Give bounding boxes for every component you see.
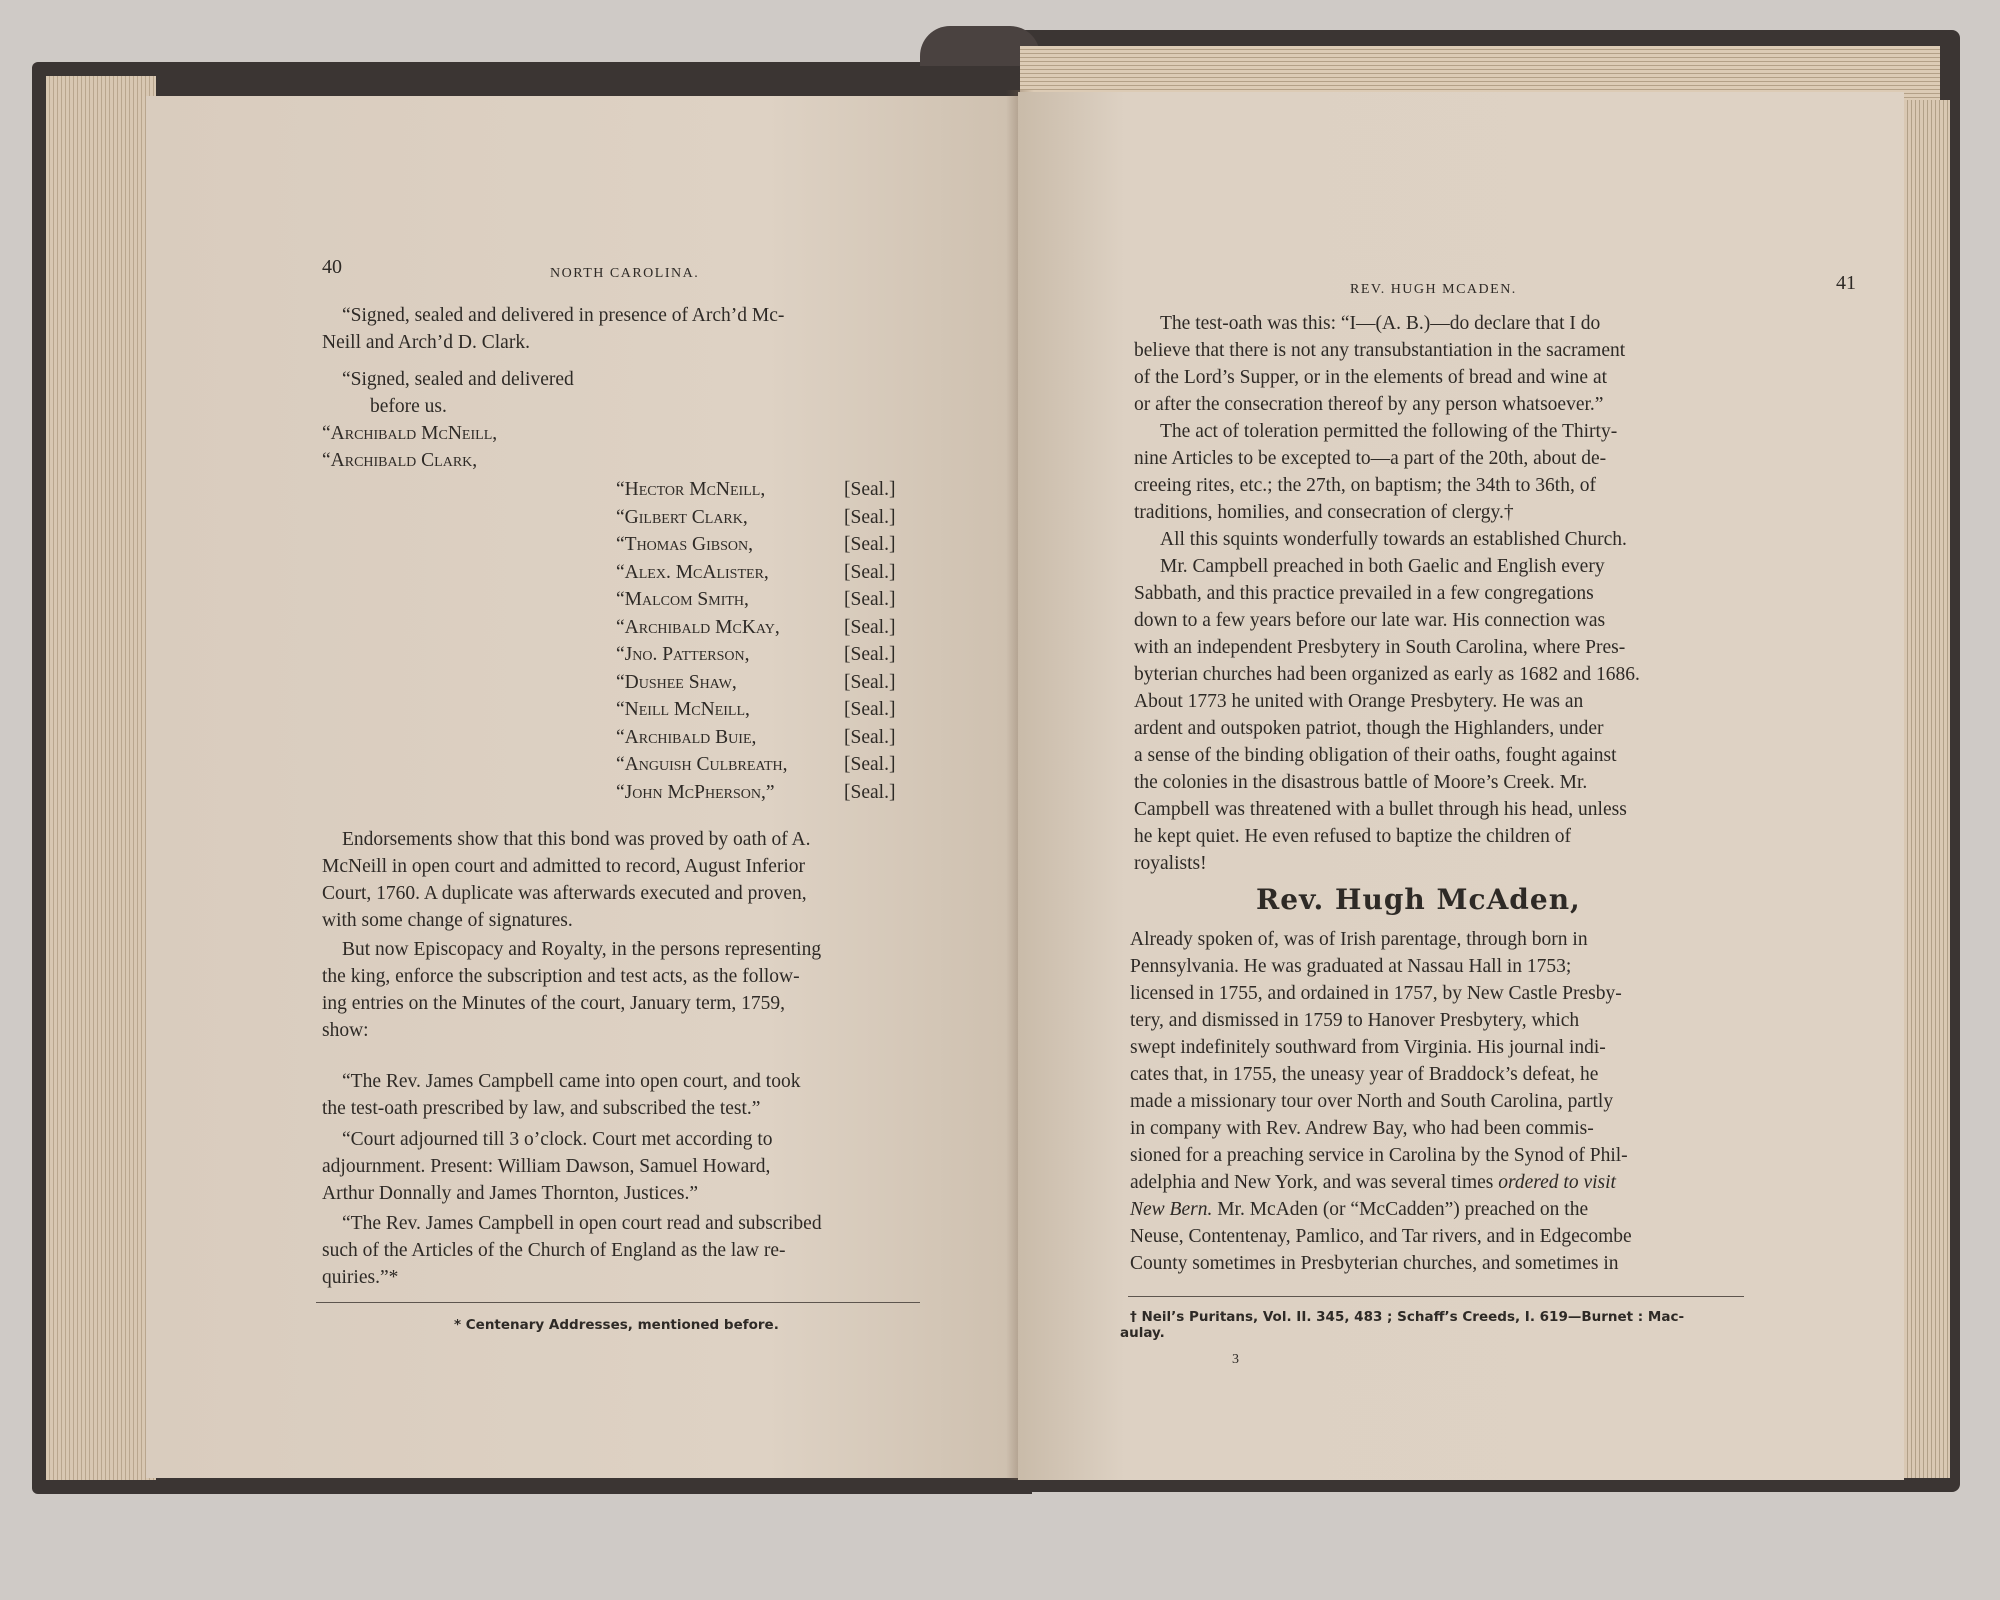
- text-line: The test-oath was this: “I—(A. B.)—do declare that I do: [1160, 313, 1601, 334]
- right-page: [1018, 92, 1904, 1480]
- text-line: tery, and dismissed in 1759 to Hanover Presbytery, which: [1130, 1010, 1580, 1031]
- text-line: Campbell was threatened with a bullet through his head, unless: [1134, 799, 1627, 820]
- text-line: ardent and outspoken patriot, though the Highlanders, under: [1134, 718, 1604, 739]
- text-line: “The Rev. James Campbell in open court read and subscribed: [342, 1213, 822, 1234]
- seal-mark: [Seal.]: [844, 534, 896, 555]
- text-span: Mr. McAden (or “McCadden”) preached on the: [1212, 1199, 1589, 1220]
- text-line: Sabbath, and this practice prevailed in a few congregations: [1134, 583, 1594, 604]
- text-line: Neill and Arch’d D. Clark.: [322, 332, 530, 353]
- signatory-row: [616, 559, 946, 587]
- signatory-row: [616, 641, 946, 669]
- text-line: before us.: [370, 396, 447, 417]
- signatory-row: [616, 531, 946, 559]
- italic-text: New Bern.: [1130, 1199, 1213, 1220]
- signatory-name: “Jno. Patterson,: [616, 644, 750, 665]
- text-line: Endorsements show that this bond was proved by oath of A.: [342, 829, 811, 850]
- seal-mark: [Seal.]: [844, 644, 896, 665]
- signatory-name: “Gilbert Clark,: [616, 506, 748, 528]
- text-line: But now Episcopacy and Royalty, in the persons representing: [342, 939, 822, 960]
- witness-name: “Archibald McNeill,: [322, 423, 498, 444]
- seal-mark: [Seal.]: [844, 699, 896, 720]
- text-line: Pennsylvania. He was graduated at Nassau Hall in 1753;: [1130, 956, 1572, 977]
- text-line: the colonies in the disastrous battle of Moore’s Creek. Mr.: [1134, 772, 1588, 793]
- text-line: quiries.”*: [322, 1267, 399, 1288]
- text-line: believe that there is not any transubstantiation in the sacrament: [1134, 340, 1626, 361]
- text-line: Court, 1760. A duplicate was afterwards executed and proven,: [322, 883, 807, 904]
- seal-mark: [Seal.]: [844, 506, 896, 528]
- text-line: “Court adjourned till 3 o’clock. Court met according to: [342, 1129, 773, 1150]
- seal-mark: [Seal.]: [844, 589, 896, 610]
- text-line: Mr. Campbell preached in both Gaelic and English every: [1160, 556, 1605, 577]
- signatory-name: “Archibald McKay,: [616, 616, 780, 638]
- page-edges-left: [46, 76, 156, 1480]
- signatory-row: [616, 779, 946, 807]
- footnote: * Centenary Addresses, mentioned before.: [454, 1317, 779, 1333]
- signatory-row: [616, 614, 946, 642]
- text-line: the king, enforce the subscription and test acts, as the follow-: [322, 966, 800, 987]
- text-line: [1130, 1196, 1588, 1224]
- signatory-name: “Alex. McAlister,: [616, 561, 769, 583]
- text-line: adjournment. Present: William Dawson, Samuel Howard,: [322, 1156, 771, 1177]
- left-page: [146, 96, 1030, 1478]
- text-line: with some change of signatures.: [322, 910, 573, 931]
- text-line: byterian churches had been organized as early as 1682 and 1686.: [1134, 664, 1640, 685]
- text-line: a sense of the binding obligation of their oaths, fought against: [1134, 745, 1617, 766]
- text-line: The act of toleration permitted the following of the Thirty-: [1160, 421, 1618, 442]
- signatories-list: [616, 476, 946, 816]
- footnote-rule: [1128, 1296, 1744, 1297]
- text-line: down to a few years before our late war. His connection was: [1134, 610, 1606, 631]
- signatory-name: “Thomas Gibson,: [616, 534, 753, 555]
- page-number: 41: [1836, 272, 1856, 294]
- seal-mark: [Seal.]: [844, 754, 896, 775]
- text-line: made a missionary tour over North and South Carolina, partly: [1130, 1091, 1614, 1112]
- text-line: he kept quiet. He even refused to baptize the children of: [1134, 826, 1571, 847]
- text-line: cates that, in 1755, the uneasy year of Braddock’s defeat, he: [1130, 1064, 1599, 1085]
- signatory-name: “Anguish Culbreath,: [616, 754, 788, 775]
- text-line: swept indefinitely southward from Virginia. His journal indi-: [1130, 1037, 1606, 1058]
- text-line: creeing rites, etc.; the 27th, on baptism; the 34th to 36th, of: [1134, 475, 1596, 496]
- text-line: with an independent Presbytery in South Carolina, where Pres-: [1134, 637, 1626, 658]
- seal-mark: [Seal.]: [844, 616, 896, 638]
- page-edges-right: [1900, 100, 1950, 1478]
- text-line: About 1773 he united with Orange Presbytery. He was an: [1134, 691, 1584, 712]
- section-heading: Rev. Hugh McAden,: [1256, 883, 1581, 916]
- text-line: “Signed, sealed and delivered in presence of Arch’d Mc-: [342, 305, 785, 326]
- seal-mark: [Seal.]: [844, 781, 896, 803]
- seal-mark: [Seal.]: [844, 726, 896, 748]
- signatory-name: “Archibald Buie,: [616, 726, 757, 748]
- signatory-row: [616, 586, 946, 614]
- text-line: nine Articles to be excepted to—a part of the 20th, about de-: [1134, 448, 1607, 469]
- page-number: 40: [322, 256, 342, 278]
- signatory-row: [616, 669, 946, 697]
- seal-mark: [Seal.]: [844, 671, 896, 693]
- text-line: of the Lord’s Supper, or in the elements of bread and wine at: [1134, 367, 1608, 388]
- text-line: [1130, 1169, 1616, 1197]
- signatory-name: “Hector McNeill,: [616, 479, 766, 500]
- signatory-row: [616, 751, 946, 779]
- seal-mark: [Seal.]: [844, 479, 896, 500]
- footnote-rule: [316, 1302, 920, 1303]
- text-line: traditions, homilies, and consecration of clergy.†: [1134, 502, 1514, 523]
- text-span: adelphia and New York, and was several times: [1130, 1172, 1499, 1193]
- text-line: County sometimes in Presbyterian churches, and sometimes in: [1130, 1253, 1619, 1274]
- text-line: ing entries on the Minutes of the court, January term, 1759,: [322, 993, 786, 1014]
- text-line: or after the consecration thereof by any person whatsoever.”: [1134, 394, 1604, 415]
- seal-mark: [Seal.]: [844, 561, 896, 583]
- signatory-name: “Neill McNeill,: [616, 699, 750, 720]
- signatory-row: [616, 696, 946, 724]
- text-line: royalists!: [1134, 853, 1207, 874]
- text-line: McNeill in open court and admitted to record, August Inferior: [322, 856, 806, 877]
- italic-text: ordered to visit: [1498, 1172, 1616, 1193]
- text-line: such of the Articles of the Church of England as the law re-: [322, 1240, 786, 1261]
- text-line: in company with Rev. Andrew Bay, who had been commis-: [1130, 1118, 1594, 1139]
- text-line: the test-oath prescribed by law, and subscribed the test.”: [322, 1098, 761, 1119]
- text-line: All this squints wonderfully towards an established Church.: [1160, 529, 1627, 550]
- footnote-continuation: aulay.: [1120, 1325, 1165, 1341]
- text-line: licensed in 1755, and ordained in 1757, by New Castle Presby-: [1130, 983, 1622, 1004]
- text-line: Neuse, Contentenay, Pamlico, and Tar rivers, and in Edgecombe: [1130, 1226, 1632, 1247]
- signatory-name: “Malcom Smith,: [616, 589, 749, 610]
- footnote: † Neil’s Puritans, Vol. II. 345, 483 ; Schaff’s Creeds, I. 619—Burnet : Mac-: [1130, 1309, 1685, 1325]
- text-line: “Signed, sealed and delivered: [342, 369, 574, 390]
- signatory-row: [616, 476, 946, 504]
- signatory-name: “Dushee Shaw,: [616, 671, 737, 693]
- text-line: “The Rev. James Campbell came into open court, and took: [342, 1071, 801, 1092]
- text-line: Arthur Donnally and James Thornton, Justices.”: [322, 1183, 699, 1204]
- signature-mark: 3: [1232, 1352, 1239, 1367]
- witness-name: “Archibald Clark,: [322, 450, 478, 471]
- signatory-row: [616, 504, 946, 532]
- signatory-name: “John McPherson,”: [616, 781, 775, 803]
- running-head: NORTH CAROLINA.: [550, 266, 700, 281]
- text-line: Already spoken of, was of Irish parentage, through born in: [1130, 929, 1588, 950]
- signatory-row: [616, 724, 946, 752]
- text-line: show:: [322, 1020, 369, 1041]
- running-head: REV. HUGH MCADEN.: [1350, 282, 1517, 297]
- text-line: sioned for a preaching service in Carolina by the Synod of Phil-: [1130, 1145, 1628, 1166]
